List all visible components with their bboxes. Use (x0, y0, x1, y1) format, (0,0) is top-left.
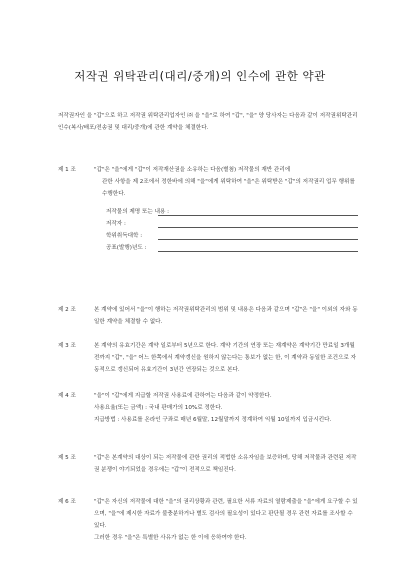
article-number: 제 6 조 (58, 499, 76, 505)
fill-line (158, 239, 358, 240)
article-text: 본 계약의 유효기간은 계약 일로부터 5년으로 한다. 계약 기간의 연장 또는 재계약은 계약기간 만료일 3개월 전까지 "갑", "을" 어느 한쪽에서 계약갱신을 원하지 않는다는 통보가 없는 한, 이 계약과 동일한 조건으로 자동적으로 갱신되어 유효기간이 3년간 연장되는 것으로 본다. (94, 343, 357, 373)
article-text: 지급방법 : 사용료를 온라인 구좌로 매년 6월말, 12월말까지 정계하여 익월 10일까지 입금시킨다. (94, 417, 332, 423)
fill-line (158, 215, 358, 216)
field-work-title[interactable] (106, 206, 358, 218)
article-4 (58, 390, 358, 426)
article-text: "갑"은 본계약의 대상이 되는 저작물에 관한 권리의 적법한 소유자임을 보증하며, 당해 저작물과 관련된 저작권 분쟁이 야기되었을 경우에는 "갑"이 전적으로 책임진다. (94, 455, 357, 473)
fill-line (158, 227, 358, 228)
field-author[interactable] (106, 218, 358, 230)
article-number: 제 2 조 (58, 307, 76, 313)
field-label: 공표(발행)년도 : (106, 245, 147, 251)
fill-line (158, 251, 358, 252)
work-info-fields (106, 206, 358, 254)
article-text: "갑"은 자신의 저작물에 대한 "을"의 권리상황과 관련, 필요한 서류 자료의 열람제출을 "을"에게 요구할 수 있으며, "을"에 제시한 자료가 불충분하거나 별도 검사의 필요성이 있다고 판단될 경우 관련 자료를 조사할 수 있다. (94, 499, 358, 529)
article-number: 제 5 조 (58, 455, 76, 461)
article-3 (58, 340, 358, 376)
field-label: 저작자 : (106, 221, 126, 227)
field-publish-year[interactable] (106, 242, 358, 254)
article-text: 그러한 경우 "을"은 특별한 사유가 없는 한 이에 응하여야 한다. (94, 535, 247, 541)
article-6 (58, 496, 358, 544)
article-2 (58, 304, 358, 328)
article-1 (58, 164, 358, 258)
intro-paragraph: 저작권자인 을 "갑"으로 하고 저작권 위탁관리업자인 ㈜ 을 "을"로 하여 "갑", "을" 양 당사자는 다음과 같이 저작권위탁관리인수(복사/배포/전송권 및 대리/중개)에 관한 계약을 체결한다. (58, 113, 358, 131)
article-text: 본 계약에 있어서 "을"이 행하는 저작권위탁관리의 범위 및 내용은 다음과 같으며 "갑"은 "을" 이외의 자와 동일한 계약을 체결할 수 없다. (94, 307, 358, 325)
article-number: 제 4 조 (58, 393, 76, 399)
article-5 (58, 452, 358, 476)
article-text: 사용요율(또는 금액) : 국내 판매가의 10%로 정한다. (94, 405, 223, 411)
article-number: 제 1 조 (58, 167, 76, 173)
document-title: 저작권 위탁관리(대리/중개)의 인수에 관한 약관 (74, 69, 326, 83)
article-text: "갑"은 "을"에게 "갑"이 저작재산권을 소유하는 다음(별첨) 저작물의 재반 관리에 (94, 167, 291, 173)
field-university[interactable] (106, 230, 358, 242)
article-text: 관한 사항을 제 2조에서 정한바에 의해 "을"에게 위탁하여 "을"은 위탁받은 "갑"의 저작권리 업무 행위를 수행한다. (102, 179, 355, 197)
field-label: 학위취득대학 : (106, 233, 143, 239)
article-text: "을"이 "갑"에게 지급할 저작권 사용료에 관하여는 다음과 같이 약정한다. (94, 393, 272, 399)
article-number: 제 3 조 (58, 343, 76, 349)
field-label: 저작물의 제명 또는 내용 : (106, 209, 170, 215)
